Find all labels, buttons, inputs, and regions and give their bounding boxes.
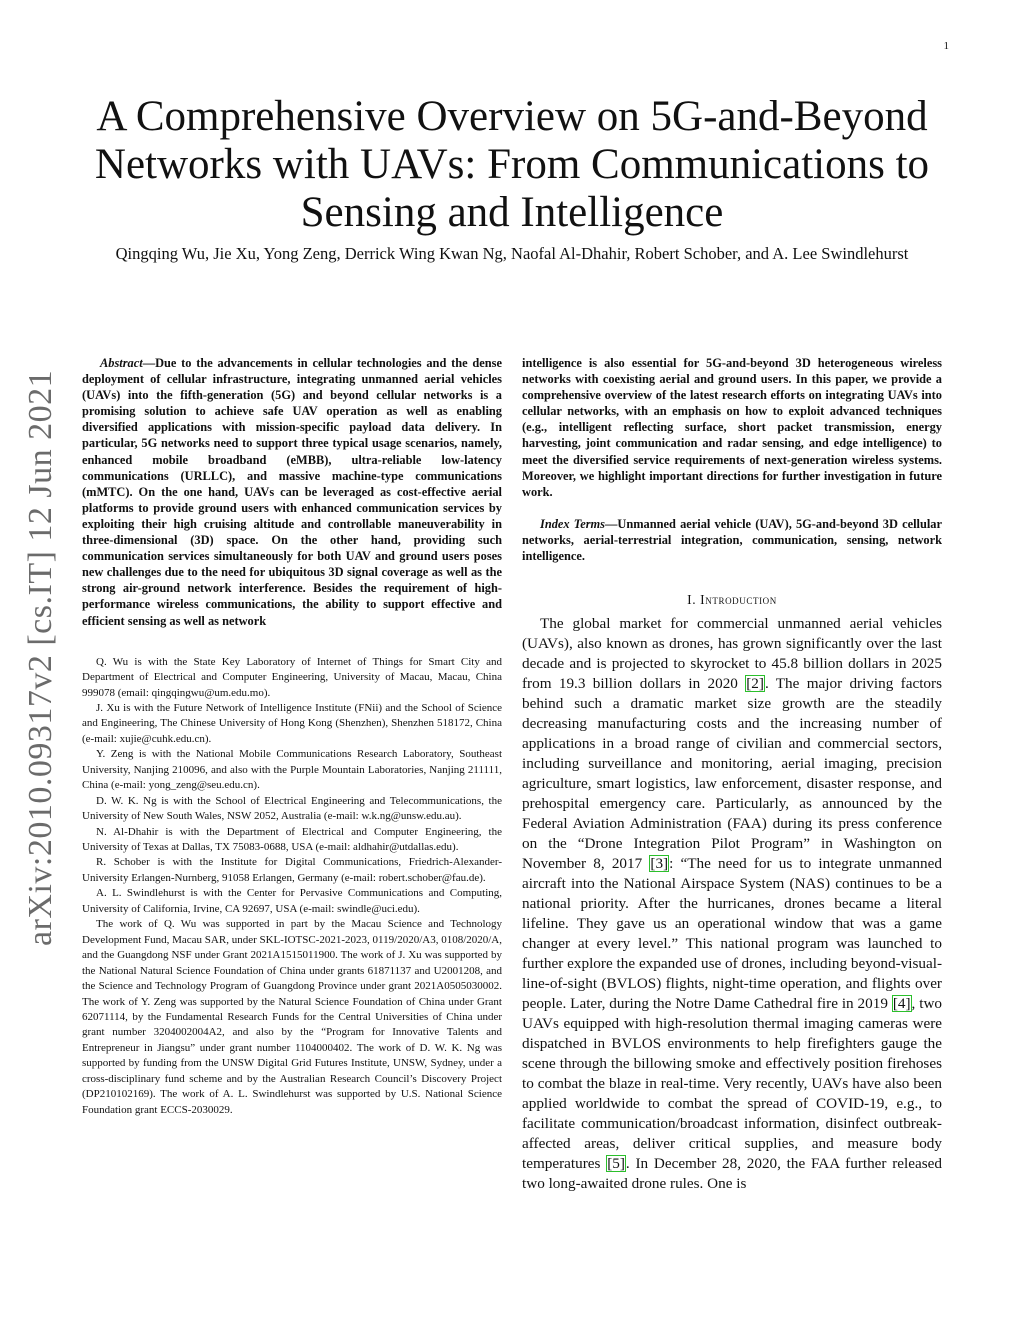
section-title-text: Introduction [700,592,777,608]
abstract-paragraph [82,355,502,629]
intro-text-2: . The major driving factors behind such a dramatic market size growth are the steadily decreasing manufacturing costs and the increasing number of applications in a broad range of civilian and commercial sectors, including surveillance and monitoring, aerial imaging, precision agriculture, smart logistics, law enforcement, disaster response, and prehospital emergency care. Particularly, as announced by the Federal Aviation Administration (FAA) during its press conference on the “Drone Integration Pilot Program” in Washington on November 8, 2017 [522,675,942,873]
abstract-text-left: —Due to the advancements in cellular technologies and the dense deployment of cellular infrastructure, integrating unmanned aerial vehicles (UAVs) into the fifth-generation (5G) and beyond cellular networks is a promising solution to achieve safe UAV operation as well as enabling diversified applications with mission-specific payload data delivery. In particular, 5G networks need to support three typical usage scenarios, namely, enhanced mobile broadband (eMBB), ultra-reliable low-latency communications (URLLC), and massive machine-type communications (mMTC). On the one hand, UAVs can be leveraged as cost-effective aerial platforms to provide ground users with enhanced communication services by exploiting their high cruising altitude and controllable maneuverability in three-dimensional (3D) space. On the other hand, providing such communication services simultaneously for both UAV and ground users poses new challenges due to the need for ubiquitous 3D signal coverage as well as the strong air-ground network interference. Besides the requirement of high-performance wireless communications, the ability to support effective and efficient sensing as well as network [82,356,502,628]
index-terms-paragraph [522,516,942,564]
citation-link-5[interactable]: [5] [607,1155,625,1173]
citation-link-3[interactable]: [3] [650,855,669,873]
footnote-schober: R. Schober is with the Institute for Digital Communications, Friedrich-Alexander-University Erlangen-Nurnberg, 91058 Erlangen, Germany (e-mail: robert.schober@fau.de). [82,856,502,884]
abstract-label: Abstract [100,356,143,370]
author-footnotes [82,655,502,1119]
left-column [82,355,502,1118]
footnote-xu: J. Xu is with the Future Network of Intelligence Institute (FNii) and the School of Science and Engineering, The Chinese University of Hong Kong (Shenzhen), Shenzhen 518172, China (e-mail: xujie@cuhk.edu.cn). [82,701,502,745]
section-number: I. [687,592,697,608]
intro-text-5: . In December 28, 2020, the FAA further released two long-awaited drone rules. One is [522,1155,942,1193]
introduction-paragraph [522,614,942,1194]
intro-text-4: , two UAVs equipped with high-resolution thermal imaging cameras were dispatched in BVLOS environments to help firefighters gauge the scene through the billowing smoke and effectively position firehoses to combat the blaze in real-time. Very recently, UAVs have also been applied worldwide to combat the spread of COVID-19, e.g., to facilitate communication/broadcast information, disinfect outbreak-affected areas, deliver critical supplies, and measure body temperatures [522,995,943,1173]
footnote-zeng: Y. Zeng is with the National Mobile Communications Research Laboratory, Southeast University, Nanjing 210096, and also with the Purple Mountain Laboratories, Nanjing 211111, China (e-mail: yong_zeng@seu.edu.cn). [82,748,502,792]
right-column [522,355,942,1194]
index-terms-text: —Unmanned aerial vehicle (UAV), 5G-and-beyond 3D cellular networks, aerial-terrestrial integration, communication, sensing, network intelligence. [522,516,942,564]
arxiv-identifier-stamp: arXiv:2010.09317v2 [cs.IT] 12 Jun 2021 [22,369,59,946]
page-number: 1 [943,40,949,52]
index-terms-label: Index Terms [540,516,605,531]
author-list: Qingqing Wu, Jie Xu, Yong Zeng, Derrick Wing Kwan Ng, Naofal Al-Dhahir, Robert Schober, and A. Lee Swindlehurst [115,244,909,263]
abstract-continuation: intelligence is also essential for 5G-and-beyond 3D heterogeneous wireless networks with coexisting aerial and ground users. In this paper, we provide a comprehensive overview of the latest research efforts on integrating UAVs into cellular networks, with an emphasis on how to exploit advanced techniques (e.g., intelligent reflecting surface, short packet transmission, energy harvesting, joint communication and radar sensing, and edge intelligence) to meet the diversified service requirements of next-generation wireless systems. Moreover, we highlight important directions for further investigation in future work. [522,356,942,499]
intro-text-1: The global market for commercial unmanned aerial vehicles (UAVs), also known as drones, has grown significantly over the last decade and is projected to skyrocket to 45.8 billion dollars in 2025 from 19.3 billion dollars in 2020 [522,615,942,693]
footnote-wu: Q. Wu is with the State Key Laboratory of Internet of Things for Smart City and Department of Electrical and Computer Engineering, University of Macau, Macau, China 999078 (email: qingqingwu@um.edu.mo). [82,655,502,699]
footnote-al-dhahir: N. Al-Dhahir is with the Department of Electrical and Computer Engineering, the University of Texas at Dallas, TX 75083-0688, USA (e-mail: aldhahir@utdallas.edu). [82,825,502,854]
footnote-funding: The work of Q. Wu was supported in part by the Macau Science and Technology Development Fund, Macau SAR, under SKL-IOTSC-2021-2023, 0119/2020/A3, 0108/2020/A, and the Guangdong NSF under Grant 2021A1515011900. The work of J. Xu was supported by the National Natural Science Foundation of China under grants 61871137 and U2001208, and the Science and Technology Program of Guangdong Province under grant 2021A0505030002. The work of Y. Zeng was supported by the Natural Science Foundation of China under Grant 62071114, by the Fundamental Research Funds for the Central Universities of China under grant number 3204002004A2, and also by the “Program for Innovative Talents and Entrepreneur in Jiangsu” under grant number 1104000402. The work of D. W. K. Ng was supported by funding from the UNSW Digital Grid Futures Institute, UNSW, Sydney, under a cross-disciplinary fund scheme and by the Australian Research Council’s Discovery Project (DP210102169). The work of A. L. Swindlehurst was supported by U.S. National Science Foundation grant ECCS-2030029. [82,918,503,1116]
paper-title: A Comprehensive Overview on 5G-and-Beyond Networks with UAVs: From Communications to Sensing and Intelligence [94,93,930,236]
section-heading-introduction [522,592,942,608]
citation-link-4[interactable]: [4] [892,995,911,1013]
intro-text-3: : “The need for us to integrate unmanned aircraft into the National Airspace System (NAS) continues to be a national priority. After the hurricanes, drones became a literal lifeline. They gave us an operational window that was a game changer at every level.” This national program was launched to further explore the expanded use of drones, including beyond-visual-line-of-sight (BVLOS) flights, night-time operation, and flights over people. Later, during the Notre Dame Cathedral fire in 2019 [522,855,942,1013]
citation-link-2[interactable]: [2] [746,675,764,693]
footnote-ng: D. W. K. Ng is with the School of Electrical Engineering and Telecommunications, the University of New South Wales, NSW 2052, Australia (e-mail: w.k.ng@unsw.edu.au). [82,794,502,823]
footnote-swindlehurst: A. L. Swindlehurst is with the Center for Pervasive Communications and Computing, University of California, Irvine, CA 92697, USA (e-mail: swindle@uci.edu). [82,887,502,915]
